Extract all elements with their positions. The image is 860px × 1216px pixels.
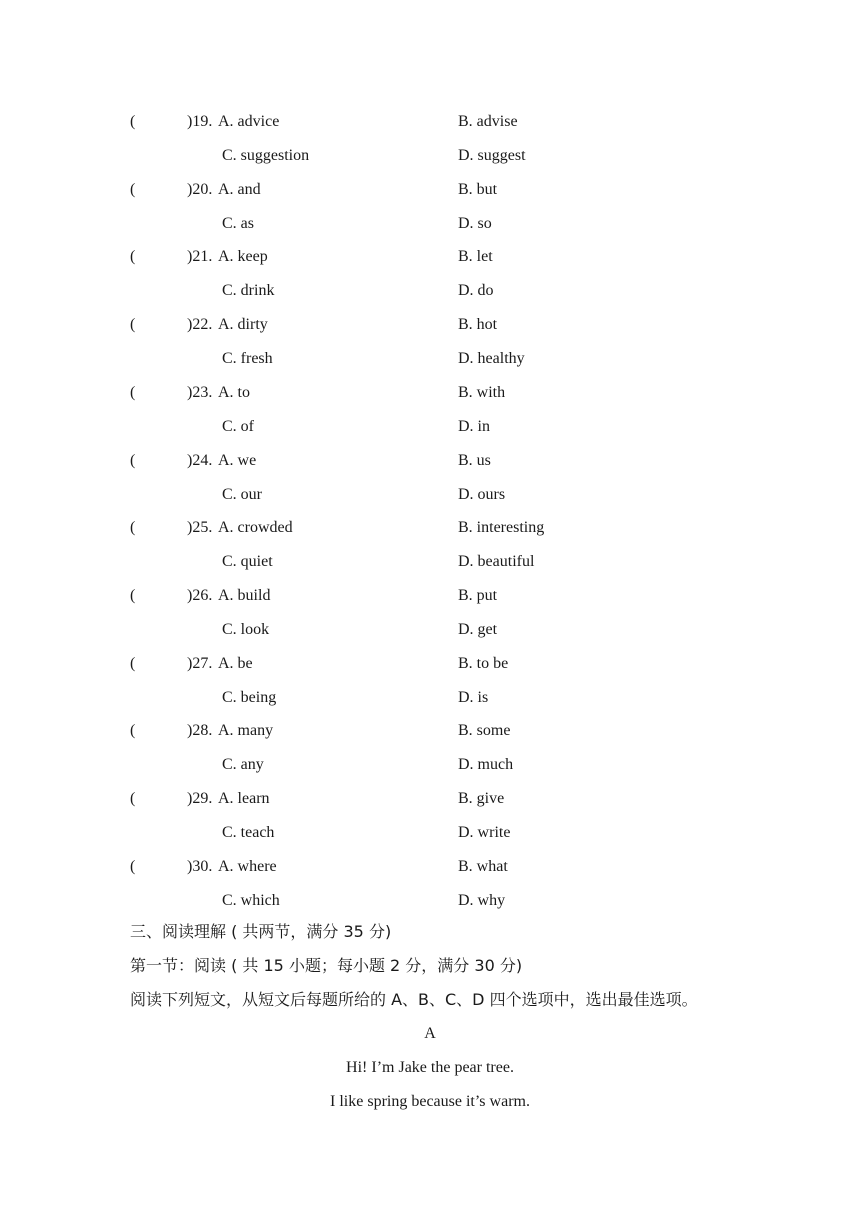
question-item: [0, 112, 860, 180]
option-b: B. hot: [458, 316, 498, 334]
question-item: [0, 247, 860, 315]
answer-blank-open: (: [130, 790, 136, 807]
option-a: A. crowded: [218, 519, 293, 537]
question-number: )19.: [187, 113, 213, 130]
question-number-text: 28: [192, 722, 209, 740]
answer-blank-close: ): [187, 180, 193, 198]
question-number-text: 23: [192, 383, 209, 401]
option-a: A. many: [218, 722, 274, 740]
option-b: B. some: [458, 722, 511, 740]
part-heading: 第一节：阅读 ( 共 15 小题；每小题 2 分，满分 30 分): [130, 956, 523, 975]
answer-blank-open: (: [130, 586, 136, 604]
option-a: A. learn: [218, 790, 270, 807]
option-b: B. advise: [458, 113, 518, 130]
option-d: D. much: [458, 756, 514, 774]
question-number: )25.: [187, 519, 213, 537]
option-c: C. being: [222, 688, 277, 706]
question-item: [0, 654, 860, 722]
answer-blank-close: ): [187, 790, 193, 807]
question-number: )28.: [187, 722, 213, 740]
question-number: )24.: [187, 451, 213, 469]
option-d: D. do: [458, 282, 494, 300]
option-b: B. put: [458, 586, 498, 604]
answer-blank-open: (: [130, 654, 136, 672]
answer-blank-open: (: [130, 451, 136, 469]
answer-blank-close: ): [187, 248, 193, 266]
answer-blank-open: (: [130, 722, 136, 740]
answer-blank-close: ): [187, 722, 193, 740]
question-item: [0, 383, 860, 451]
question-item: [0, 789, 860, 857]
option-b: B. but: [458, 180, 498, 198]
option-d: D. in: [458, 417, 490, 435]
question-number-text: 24: [192, 451, 209, 469]
option-b: B. with: [458, 383, 506, 401]
option-c: C. drink: [222, 282, 275, 300]
option-b: B. what: [458, 857, 508, 875]
option-c: C. which: [222, 891, 280, 909]
question-number-text: 21: [192, 248, 209, 266]
option-d: D. so: [458, 214, 492, 232]
option-d: D. beautiful: [458, 553, 535, 571]
question-number: )30.: [187, 857, 213, 875]
option-a: A. to: [218, 383, 250, 401]
answer-blank-close: ): [187, 586, 193, 604]
question-number-text: 27: [192, 654, 209, 672]
option-a: A. keep: [218, 248, 268, 266]
question-item: [0, 721, 860, 789]
answer-blank-close: ): [187, 654, 193, 672]
answer-blank-open: (: [130, 180, 136, 198]
question-number: )29.: [187, 790, 213, 807]
option-c: C. fresh: [222, 350, 273, 368]
option-a: A. we: [218, 451, 257, 469]
instruction-text: 阅读下列短文，从短文后每题所给的 A、B、C、D 四个选项中，选出最佳选项。: [130, 990, 698, 1009]
question-number: )23.: [187, 383, 213, 401]
question-number: )26.: [187, 586, 213, 604]
option-b: B. let: [458, 248, 493, 266]
option-a: A. where: [218, 857, 277, 875]
answer-blank-open: (: [130, 248, 136, 266]
question-number-text: 29: [192, 790, 209, 807]
option-a: A. build: [218, 586, 271, 604]
question-item: [0, 857, 860, 925]
option-b: B. us: [458, 451, 491, 469]
question-number-text: 26: [192, 586, 209, 604]
answer-blank-open: (: [130, 113, 136, 130]
option-d: D. ours: [458, 485, 506, 503]
question-number-text: 22: [192, 316, 209, 334]
option-d: D. suggest: [458, 147, 526, 164]
answer-blank-close: ): [187, 857, 193, 875]
question-item: [0, 518, 860, 586]
option-d: D. write: [458, 824, 511, 841]
option-c: C. suggestion: [222, 147, 310, 164]
answer-blank-close: ): [187, 451, 193, 469]
question-number-text: 30: [192, 857, 209, 875]
question-number-text: 25: [192, 519, 209, 537]
answer-blank-open: (: [130, 519, 136, 537]
option-c: C. of: [222, 417, 254, 435]
question-number: )21.: [187, 248, 213, 266]
question-number: )22.: [187, 316, 213, 334]
option-d: D. get: [458, 620, 498, 638]
option-d: D. healthy: [458, 350, 525, 368]
option-a: A. dirty: [218, 316, 268, 334]
option-c: C. look: [222, 620, 270, 638]
option-d: D. why: [458, 891, 506, 909]
answer-blank-close: ): [187, 519, 193, 537]
answer-blank-close: ): [187, 383, 193, 401]
answer-blank-close: ): [187, 316, 193, 334]
section-heading: 三、阅读理解 ( 共两节，满分 35 分): [130, 922, 392, 941]
question-item: [0, 451, 860, 519]
option-b: B. give: [458, 790, 505, 807]
question-number-text: 20: [192, 180, 209, 198]
option-d: D. is: [458, 688, 489, 706]
option-c: C. any: [222, 756, 264, 774]
question-item: [0, 180, 860, 248]
answer-blank-open: (: [130, 316, 136, 334]
question-number: )20.: [187, 180, 213, 198]
answer-blank-close: ): [187, 113, 193, 130]
option-b: B. to be: [458, 654, 509, 672]
option-c: C. as: [222, 214, 254, 232]
passage-line-1: Hi! I’m Jake the pear tree.: [346, 1059, 514, 1076]
passage-line-2: I like spring because it’s warm.: [330, 1093, 530, 1110]
passage-label: A: [424, 1025, 436, 1042]
option-a: A. be: [218, 654, 253, 672]
option-a: A. advice: [218, 113, 280, 130]
option-c: C. teach: [222, 824, 275, 841]
option-c: C. our: [222, 485, 262, 503]
question-item: [0, 586, 860, 654]
question-item: [0, 315, 860, 383]
answer-blank-open: (: [130, 857, 136, 875]
option-c: C. quiet: [222, 553, 273, 571]
option-a: A. and: [218, 180, 261, 198]
question-number-text: 19: [192, 113, 209, 130]
answer-blank-open: (: [130, 383, 136, 401]
question-number: )27.: [187, 654, 213, 672]
option-b: B. interesting: [458, 519, 545, 537]
